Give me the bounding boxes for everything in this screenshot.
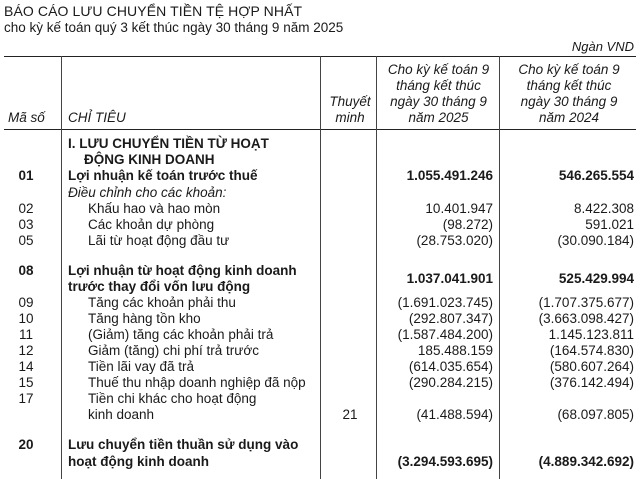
row-note: 21 (342, 407, 358, 422)
row-value-2024: (30.090.184) (557, 233, 634, 248)
header-period-2024 (502, 62, 636, 126)
row-value-2025: 1.055.491.246 (406, 168, 493, 183)
row-value-2025: (28.753.020) (416, 233, 493, 248)
row-label: Tiền chi khác cho hoạt động (88, 391, 257, 406)
header-note (322, 94, 378, 126)
row-label: Tăng hàng tồn kho (88, 311, 201, 326)
row-value-2024: (376.142.494) (549, 375, 634, 390)
header-code: Mã số (8, 110, 45, 125)
row-value-2024: 525.429.994 (558, 271, 634, 286)
table-row (0, 436, 640, 453)
row-value-2024: (1.707.375.677) (538, 295, 634, 310)
row-value-2024: (68.097.805) (557, 407, 634, 422)
row-value-2024: (4.889.342.692) (538, 454, 634, 469)
row-code: 02 (18, 201, 34, 216)
header-period-line: tháng kết thúc (526, 78, 612, 93)
header-period-2025 (380, 62, 497, 126)
row-label: Điều chỉnh cho các khoản: (68, 185, 227, 200)
header-period-line: Cho kỳ kế toán 9 (518, 62, 620, 77)
row-value-2025: (292.807.347) (408, 311, 493, 326)
row-label: Lợi nhuận từ hoạt động kinh doanh (68, 263, 297, 278)
row-code: 20 (18, 437, 34, 452)
row-value-2025: (1.587.484.200) (397, 327, 493, 342)
row-code: 17 (18, 391, 34, 406)
row-value-2024: (580.607.264) (549, 359, 634, 374)
row-value-2024: (164.574.830) (549, 343, 634, 358)
header-period-line: ngày 30 tháng 9 (520, 94, 618, 109)
row-code: 05 (18, 233, 34, 248)
row-value-2025: (98.272) (442, 217, 493, 232)
row-code: 08 (18, 263, 34, 278)
header-period-line: năm 2024 (538, 110, 600, 125)
table-row (0, 167, 640, 184)
row-label: Tiền lãi vay đã trả (88, 359, 195, 374)
row-value-2025: (3.294.593.695) (397, 454, 493, 469)
row-code: 10 (18, 311, 34, 326)
row-value-2024: 546.265.554 (558, 168, 634, 183)
row-code: 14 (18, 359, 34, 374)
row-label: hoạt động kinh doanh (68, 454, 209, 469)
header-period-line: Cho kỳ kế toán 9 (387, 62, 490, 77)
table-row (0, 310, 640, 327)
header-period-line: ngày 30 tháng 9 (390, 94, 487, 109)
row-label: Các khoản dự phòng (88, 217, 215, 232)
header-period-line: tháng kết thúc (396, 78, 481, 93)
row-label: Giảm (tăng) chi phí trả trước (88, 343, 259, 358)
currency-unit: Ngàn VND (571, 39, 634, 54)
row-label: Lợi nhuận kế toán trước thuế (68, 168, 258, 183)
row-code: 09 (18, 295, 34, 310)
row-value-2024: 1.145.123.811 (548, 327, 634, 342)
header-note-line: minh (335, 110, 365, 125)
table-row (0, 358, 640, 375)
row-code: 01 (18, 168, 34, 183)
row-value-2025: 185.488.159 (417, 343, 493, 358)
table-row (0, 262, 640, 286)
table-row (0, 374, 640, 391)
table-row (0, 232, 640, 249)
table-row (0, 390, 640, 407)
table-row (0, 342, 640, 359)
row-code: 11 (18, 327, 33, 342)
row-label: Thuế thu nhập doanh nghiệp đã nộp (88, 375, 306, 390)
row-value-2025: 1.037.041.901 (406, 271, 493, 286)
row-label: Lãi từ hoạt động đầu tư (88, 233, 230, 248)
row-code: 03 (18, 217, 34, 232)
row-value-2025: (1.691.023.745) (397, 295, 493, 310)
table-row (0, 271, 640, 295)
report-title: BÁO CÁO LƯU CHUYỂN TIỀN TỆ HỢP NHẤT (4, 3, 303, 19)
row-code: 15 (18, 375, 34, 390)
row-value-2024: (3.663.098.427) (538, 311, 634, 326)
header-period-line: năm 2025 (408, 110, 469, 125)
table-row (0, 200, 640, 217)
header-item: CHỈ TIÊU (68, 110, 126, 125)
table-row (0, 326, 640, 343)
row-value-2025: 10.401.947 (425, 201, 493, 216)
report-subtitle: cho kỳ kế toán quý 3 kết thúc ngày 30 tháng 9 năm 2025 (4, 20, 344, 35)
table-row (0, 216, 640, 233)
row-value-2024: 8.422.308 (573, 201, 634, 216)
table-row (0, 406, 640, 423)
header-note-line: Thuyết (329, 94, 371, 109)
row-value-2025: (614.035.654) (408, 359, 493, 374)
row-value-2025: (290.284.215) (408, 375, 493, 390)
row-label: (Giảm) tăng các khoản phải trả (88, 327, 274, 342)
row-label: kinh doanh (88, 407, 155, 422)
table-row (0, 294, 640, 311)
row-label: Tăng các khoản phải thu (88, 295, 236, 310)
section-heading-line: I. LƯU CHUYỂN TIỀN TỪ HOẠT (68, 136, 269, 151)
row-label: trước thay đổi vốn lưu động (68, 279, 251, 294)
row-value-2025: (41.488.594) (416, 407, 493, 422)
section-heading (68, 136, 269, 168)
row-label: Khấu hao và hao mòn (88, 201, 221, 216)
table-row (0, 453, 640, 470)
table-row (0, 184, 640, 201)
section-heading-line: ĐỘNG KINH DOANH (84, 152, 215, 167)
row-label: Lưu chuyển tiền thuần sử dụng vào (68, 437, 299, 452)
row-code: 12 (18, 343, 34, 358)
row-value-2024: 591.021 (585, 217, 634, 232)
